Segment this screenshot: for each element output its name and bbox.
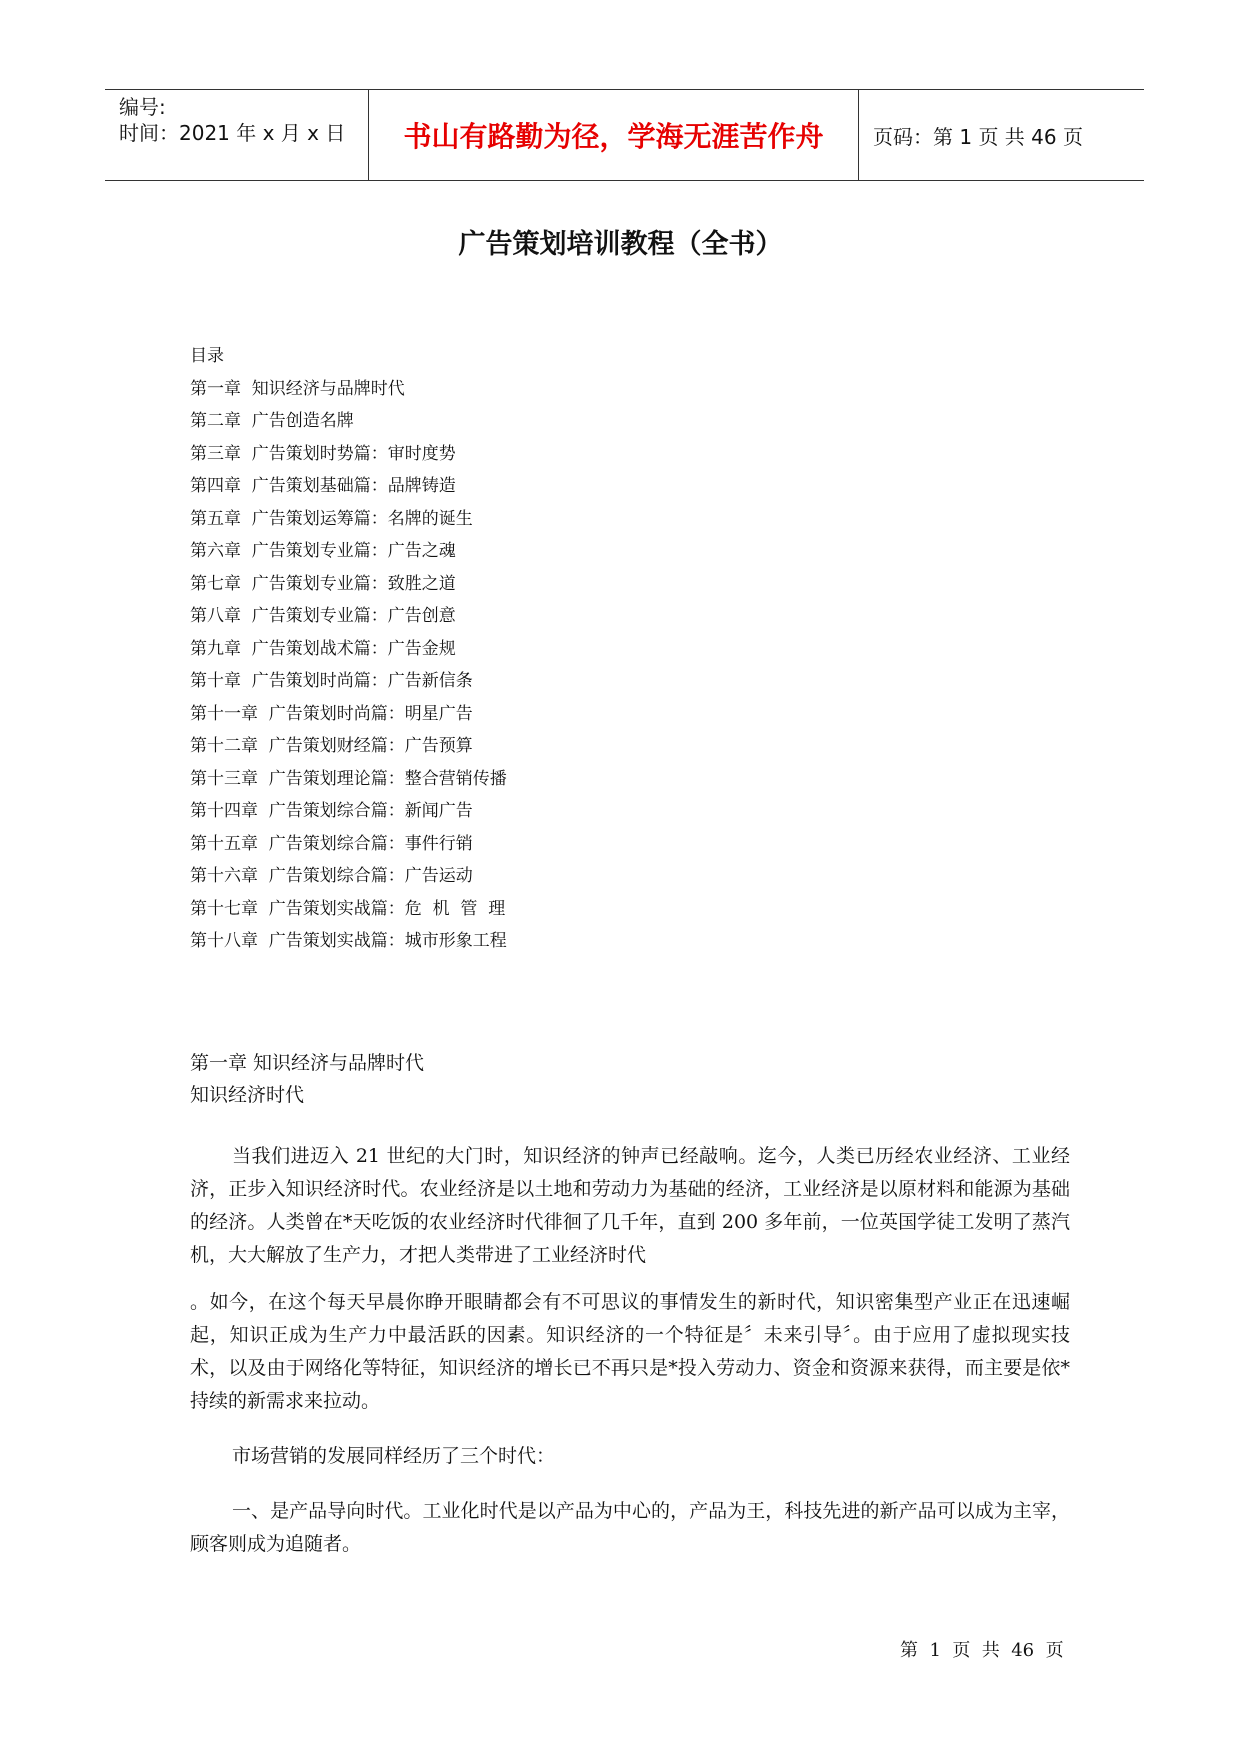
document-title: 广告策划培训教程（全书） xyxy=(458,229,783,260)
toc-item: 第五章 广告策划运筹篇：名牌的诞生 xyxy=(190,508,473,529)
header-motto: 书山有路勤为径，学海无涯苦作舟 xyxy=(369,90,859,180)
toc-item: 第十六章 广告策划综合篇：广告运动 xyxy=(190,866,473,886)
toc-item: 第十七章 广告策划实战篇：危 机 管 理 xyxy=(190,898,506,919)
toc-item: 第二章 广告创造名牌 xyxy=(190,411,354,431)
chapter-subheading: 知识经济时代 xyxy=(190,1084,305,1106)
toc-item: 第四章 广告策划基础篇：品牌铸造 xyxy=(190,476,456,496)
chapter-heading: 第一章 知识经济与品牌时代 xyxy=(190,1052,425,1074)
header-page-code: 页码：第 1 页 共 46 页 xyxy=(873,124,1083,149)
header-table xyxy=(105,89,1144,181)
paragraph-2: 。如今，在这个每天早晨你睁开眼睛都会有不可思议的事情发生的新时代，知识密集型产业正在迅速崛起，知识正成为生产力中最活跃的因素。知识经济的一个特征是〞未来引导〞。由于应用了虚拟现实技术，以及由于网络化等特征，知识经济的增长已不再只是*投入劳动力、资金和资源来获得，而主要是依*持续的新需求来拉动。 xyxy=(190,1291,1070,1412)
chapter-body xyxy=(190,1140,1070,1561)
toc-item: 第九章 广告策划战术篇：广告金规 xyxy=(190,638,456,659)
toc-heading: 目录 xyxy=(190,346,224,366)
toc-item: 第一章 知识经济与品牌时代 xyxy=(190,378,405,399)
time-label: 时间：2021 年 x 月 x 日 xyxy=(119,121,346,145)
header-meta xyxy=(105,90,369,180)
paragraph-1: 当我们进迈入 21 世纪的大门时，知识经济的钟声已经敲响。迄今，人类已历经农业经济、工业经济，正步入知识经济时代。农业经济是以土地和劳动力为基础的经济，工业经济是以原材料和能源为基础的经济。人类曾在*天吃饭的农业经济时代徘徊了几千年，直到 200 多年前，一位英国学徒工发明了蒸汽机，大大解放了生产力，才把人类带进了工业经济时代 xyxy=(190,1145,1070,1266)
toc-item: 第三章 广告策划时势篇：审时度势 xyxy=(190,443,456,464)
toc-item: 第十五章 广告策划综合篇：事件行销 xyxy=(190,833,473,854)
page-footer: 第 1 页 共 46 页 xyxy=(900,1640,1064,1661)
toc-item: 第十四章 广告策划综合篇：新闻广告 xyxy=(190,801,473,821)
paragraph-4: 一、是产品导向时代。工业化时代是以产品为中心的，产品为王，科技先进的新产品可以成为主宰，顾客则成为追随者。 xyxy=(190,1500,1070,1555)
paragraph-3: 市场营销的发展同样经历了三个时代： xyxy=(232,1445,556,1467)
toc-item: 第十章 广告策划时尚篇：广告新信条 xyxy=(190,671,473,691)
toc-item: 第六章 广告策划专业篇：广告之魂 xyxy=(190,541,456,561)
number-label: 编号: xyxy=(119,95,166,119)
toc-item: 第七章 广告策划专业篇：致胜之道 xyxy=(190,573,456,594)
toc-item: 第十二章 广告策划财经篇：广告预算 xyxy=(190,736,473,756)
toc-item: 第十八章 广告策划实战篇：城市形象工程 xyxy=(190,931,507,951)
toc-item: 第十一章 广告策划时尚篇：明星广告 xyxy=(190,703,473,724)
toc-item: 第八章 广告策划专业篇：广告创意 xyxy=(190,606,456,626)
toc-item: 第十三章 广告策划理论篇：整合营销传播 xyxy=(190,768,507,789)
table-of-contents xyxy=(190,340,507,958)
